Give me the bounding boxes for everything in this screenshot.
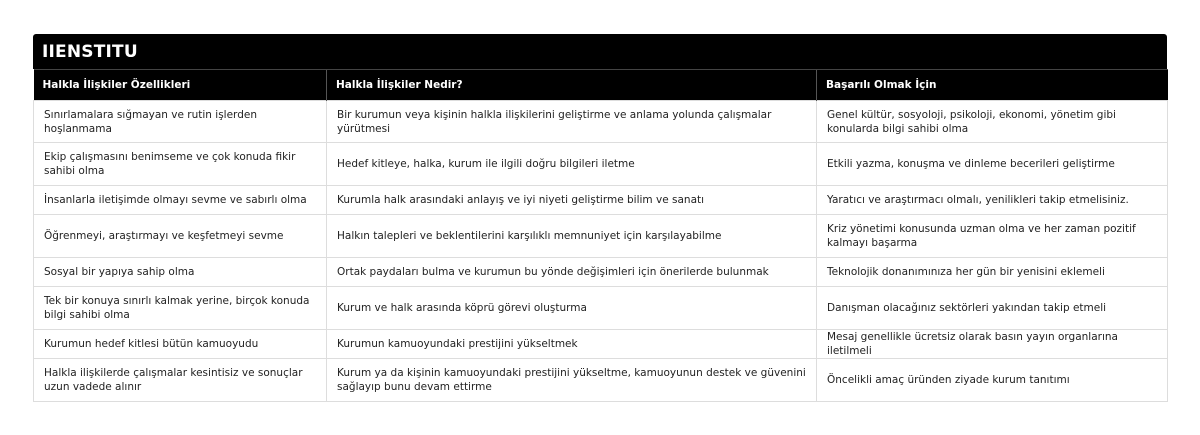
table-body bbox=[34, 101, 1168, 402]
table-row bbox=[34, 101, 1168, 143]
brand-bar bbox=[33, 34, 1167, 69]
table-cell: Sosyal bir yapıya sahip olma bbox=[34, 258, 327, 287]
header-row bbox=[34, 70, 1168, 101]
table-cell: Kurumla halk arasındaki anlayış ve iyi niyeti geliştirme bilim ve sanatı bbox=[327, 186, 817, 215]
table-cell: Genel kültür, sosyoloji, psikoloji, ekonomi, yönetim gibi konularda bilgi sahibi olma bbox=[817, 101, 1168, 143]
column-header-success: Başarılı Olmak İçin bbox=[817, 70, 1168, 101]
table-cell: Kurum ya da kişinin kamuoyundaki prestijini yükseltme, kamuoyunun destek ve güvenini sağlayıp bunu devam ettirme bbox=[327, 359, 817, 402]
table-header bbox=[34, 70, 1168, 101]
table-container bbox=[33, 34, 1167, 402]
table-cell: Öğrenmeyi, araştırmayı ve keşfetmeyi sevme bbox=[34, 215, 327, 258]
table-row bbox=[34, 359, 1168, 402]
table-row bbox=[34, 186, 1168, 215]
table-row bbox=[34, 258, 1168, 287]
table-cell: Halkla ilişkilerde çalışmalar kesintisiz ve sonuçlar uzun vadede alınır bbox=[34, 359, 327, 402]
table-cell: Kurumun kamuoyundaki prestijini yükseltmek bbox=[327, 330, 817, 359]
table-cell: Ekip çalışmasını benimseme ve çok konuda fikir sahibi olma bbox=[34, 143, 327, 186]
table-cell: Danışman olacağınız sektörleri yakından takip etmeli bbox=[817, 287, 1168, 330]
table-row bbox=[34, 143, 1168, 186]
table-cell: Ortak paydaları bulma ve kurumun bu yönde değişimleri için önerilerde bulunmak bbox=[327, 258, 817, 287]
table-cell: Kurum ve halk arasında köprü görevi oluşturma bbox=[327, 287, 817, 330]
table-cell: Yaratıcı ve araştırmacı olmalı, yenilikleri takip etmelisiniz. bbox=[817, 186, 1168, 215]
table-cell: İnsanlarla iletişimde olmayı sevme ve sabırlı olma bbox=[34, 186, 327, 215]
table-cell: Etkili yazma, konuşma ve dinleme becerileri geliştirme bbox=[817, 143, 1168, 186]
table-cell: Öncelikli amaç üründen ziyade kurum tanıtımı bbox=[817, 359, 1168, 402]
table-cell: Hedef kitleye, halka, kurum ile ilgili doğru bilgileri iletme bbox=[327, 143, 817, 186]
table-cell: Tek bir konuya sınırlı kalmak yerine, birçok konuda bilgi sahibi olma bbox=[34, 287, 327, 330]
table-cell: Sınırlamalara sığmayan ve rutin işlerden hoşlanmama bbox=[34, 101, 327, 143]
brand-logo-text: IIENSTITU bbox=[42, 41, 138, 62]
table-row bbox=[34, 215, 1168, 258]
table-cell: Mesaj genellikle ücretsiz olarak basın yayın organlarına iletilmeli bbox=[817, 330, 1168, 359]
table-cell: Halkın talepleri ve beklentilerini karşılıklı memnuniyet için karşılayabilme bbox=[327, 215, 817, 258]
column-header-features: Halkla İlişkiler Özellikleri bbox=[34, 70, 327, 101]
column-header-definition: Halkla İlişkiler Nedir? bbox=[327, 70, 817, 101]
table-cell: Kurumun hedef kitlesi bütün kamuoyudu bbox=[34, 330, 327, 359]
table-cell: Bir kurumun veya kişinin halkla ilişkilerini geliştirme ve anlama yolunda çalışmalar yürütmesi bbox=[327, 101, 817, 143]
table-row bbox=[34, 330, 1168, 359]
data-table bbox=[33, 69, 1168, 402]
table-cell: Kriz yönetimi konusunda uzman olma ve her zaman pozitif kalmayı başarma bbox=[817, 215, 1168, 258]
table-cell: Teknolojik donanımınıza her gün bir yenisini eklemeli bbox=[817, 258, 1168, 287]
table-row bbox=[34, 287, 1168, 330]
